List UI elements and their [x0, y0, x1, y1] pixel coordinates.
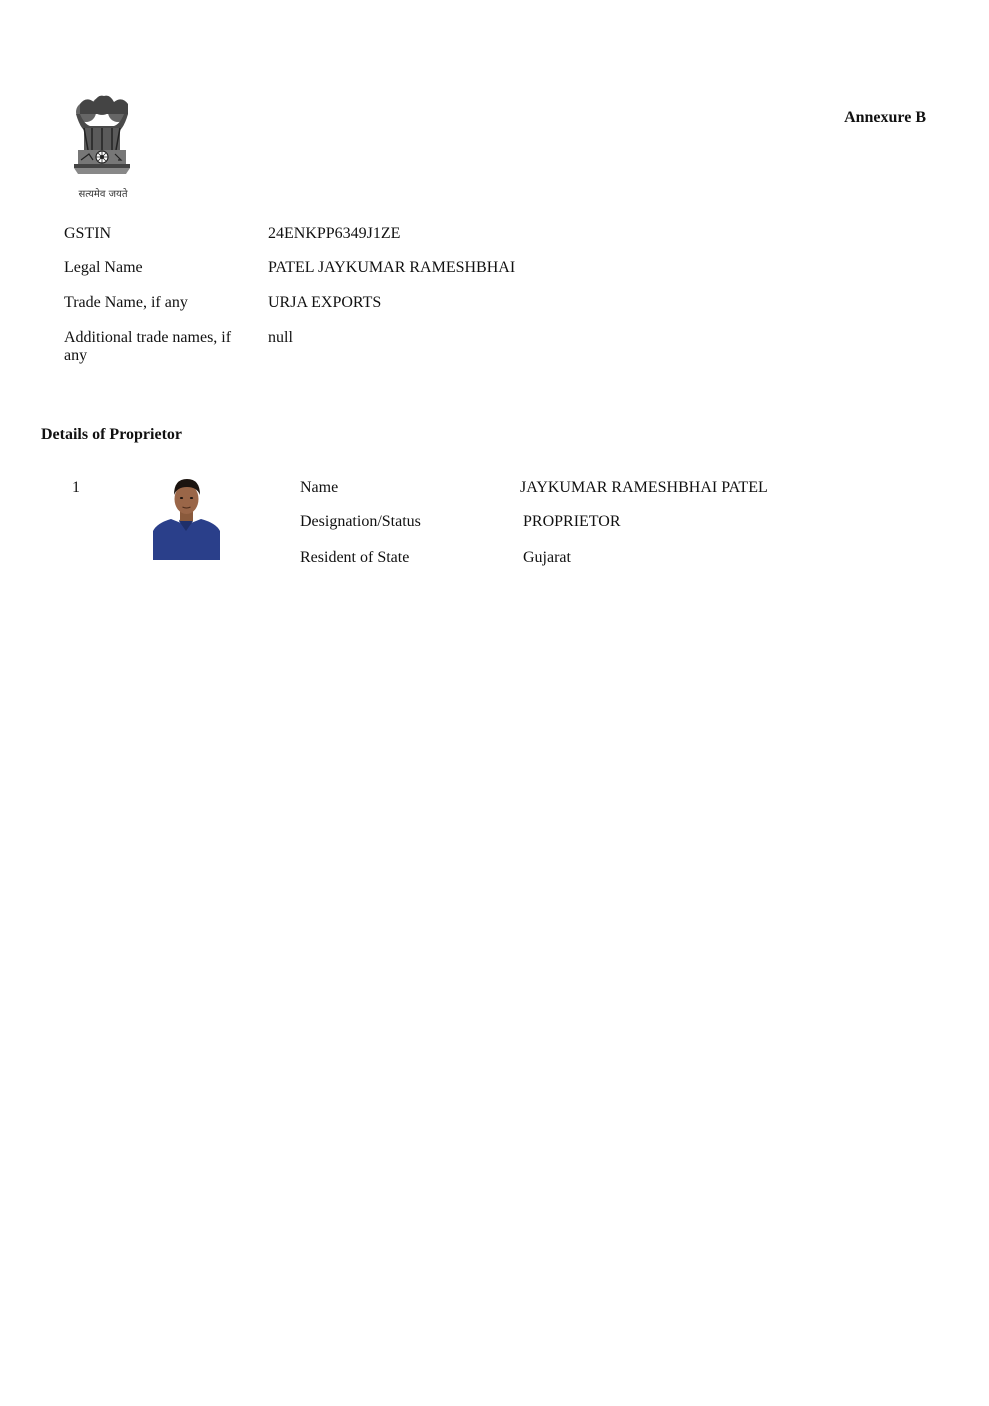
additional-trade-names-label: Additional trade names, if any	[64, 329, 232, 364]
annexure-label: Annexure B	[844, 109, 926, 126]
proprietor-name-label: Name	[300, 479, 339, 496]
proprietor-state-label: Resident of State	[300, 549, 410, 566]
legal-name-label: Legal Name	[64, 259, 143, 276]
proprietor-designation-label: Designation/Status	[300, 513, 421, 530]
emblem-motto: सत्यमेव जयते	[78, 189, 128, 200]
gstin-value: 24ENKPP6349J1ZE	[268, 225, 401, 242]
proprietor-designation-value: PROPRIETOR	[523, 513, 621, 530]
gstin-label: GSTIN	[64, 225, 112, 242]
legal-name-value: PATEL JAYKUMAR RAMESHBHAI	[268, 259, 516, 276]
trade-name-value: URJA EXPORTS	[268, 294, 382, 311]
proprietor-state-value: Gujarat	[523, 549, 571, 566]
proprietor-name-value: JAYKUMAR RAMESHBHAI PATEL	[520, 479, 768, 496]
trade-name-label: Trade Name, if any	[64, 294, 188, 311]
proprietor-index: 1	[72, 479, 80, 496]
section-title-proprietor: Details of Proprietor	[41, 426, 182, 443]
additional-trade-names-value: null	[268, 329, 293, 346]
proprietor-photo	[153, 473, 220, 560]
